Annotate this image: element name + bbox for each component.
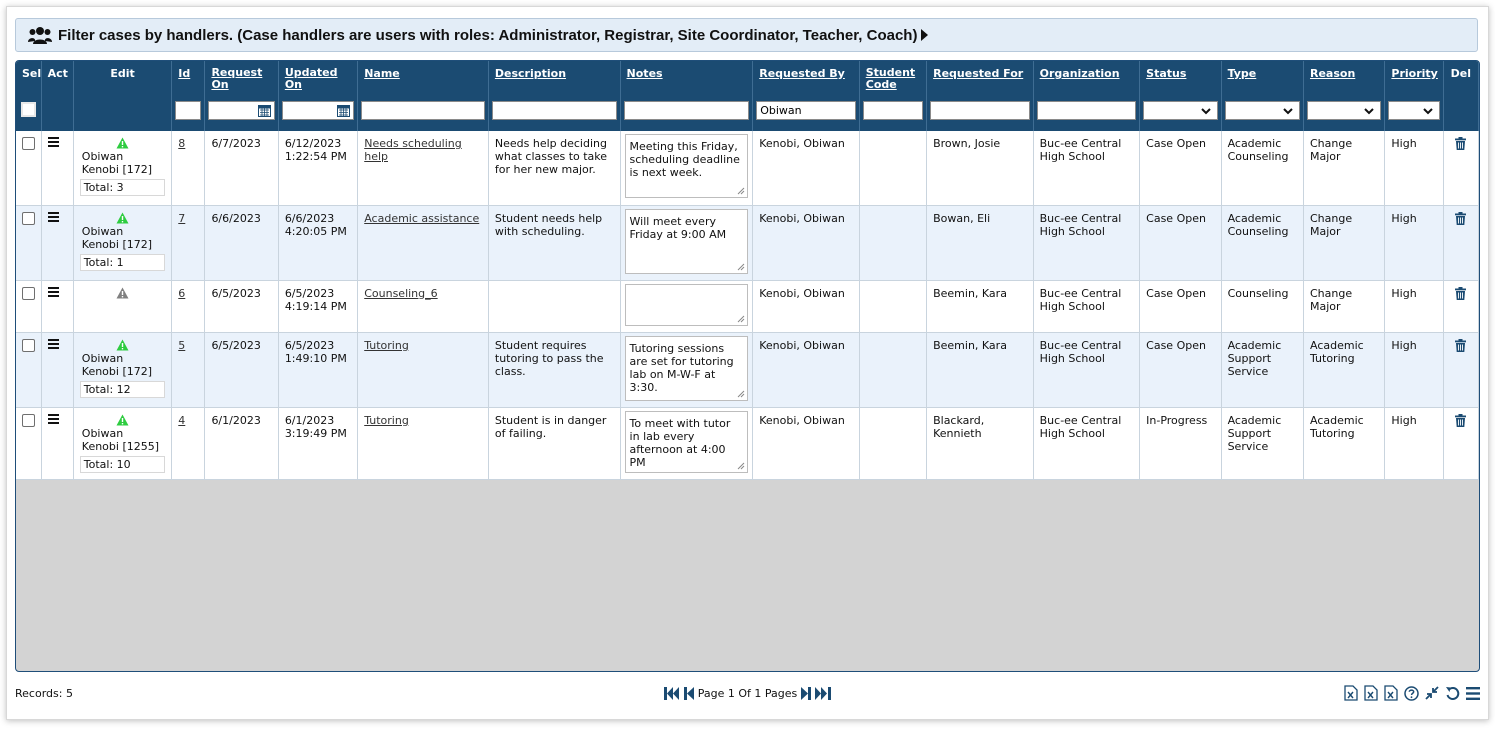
- notes-textarea[interactable]: To meet with tutor in lab every afternoon at 4:00 PM: [625, 411, 749, 473]
- filter-student-code-input[interactable]: [863, 101, 923, 120]
- calendar-icon[interactable]: [337, 104, 350, 117]
- priority-cell: High: [1385, 332, 1443, 407]
- organization-cell: Buc-ee Central High School: [1033, 205, 1140, 280]
- handler-name: Obiwan Kenobi [172]: [81, 150, 153, 176]
- chevron-down-icon: [1422, 105, 1434, 117]
- trash-icon[interactable]: [1455, 287, 1466, 300]
- col-student-code[interactable]: [859, 61, 926, 97]
- row-actions-menu-icon[interactable]: [48, 414, 59, 424]
- sort-organization[interactable]: Organization: [1039, 67, 1120, 80]
- sort-reason[interactable]: Reason: [1309, 67, 1356, 80]
- sort-request-on[interactable]: Request On: [211, 66, 263, 91]
- handler-name: Obiwan Kenobi [172]: [81, 224, 153, 251]
- status-cell: Case Open: [1140, 332, 1221, 407]
- cases-grid: [15, 60, 1480, 672]
- col-id[interactable]: [172, 61, 205, 97]
- requested-for-cell: Brown, Josie: [927, 131, 1034, 205]
- organization-cell: Buc-ee Central High School: [1033, 131, 1140, 205]
- type-cell: Counseling: [1221, 280, 1303, 332]
- case-name-link[interactable]: Tutoring: [364, 413, 409, 427]
- handler-total: Total: 10: [80, 456, 166, 473]
- notes-textarea[interactable]: Will meet every Friday at 9:00 AM: [625, 209, 749, 274]
- case-name-link[interactable]: Tutoring: [364, 338, 409, 352]
- updated-on-cell: 6/12/2023 1:22:54 PM: [278, 131, 357, 205]
- handler-filter-bar[interactable]: [15, 18, 1478, 52]
- filter-organization-input[interactable]: [1037, 101, 1137, 120]
- sort-id[interactable]: Id: [178, 67, 191, 80]
- request-on-cell: 6/1/2023: [205, 407, 278, 479]
- student-code-cell: [859, 407, 926, 479]
- row-select-checkbox[interactable]: [22, 137, 35, 150]
- header-row: [16, 61, 1479, 97]
- table-row: [16, 407, 1479, 479]
- first-page-icon[interactable]: [664, 687, 680, 700]
- status-cell: Case Open: [1140, 131, 1221, 205]
- type-cell: Academic Counseling: [1221, 131, 1303, 205]
- export-excel-icon[interactable]: [1344, 685, 1358, 701]
- page-indicator: Page 1 Of 1 Pages: [697, 686, 798, 700]
- expand-caret-icon[interactable]: [921, 29, 928, 41]
- student-code-cell: [859, 131, 926, 205]
- edit-cell: [73, 332, 172, 407]
- table-row: [16, 332, 1479, 407]
- col-priority[interactable]: [1385, 61, 1443, 97]
- table-row: [16, 280, 1479, 332]
- grid-tools: [1180, 685, 1480, 701]
- updated-on-cell: 6/1/2023 3:19:49 PM: [278, 407, 357, 479]
- col-status[interactable]: [1140, 61, 1221, 97]
- handler-total: Total: 3: [80, 179, 166, 196]
- edit-cell: [73, 205, 172, 280]
- resize-grip-icon[interactable]: [737, 390, 745, 398]
- sort-student-code[interactable]: Student Code: [865, 66, 916, 91]
- priority-cell: High: [1385, 131, 1443, 205]
- updated-on-cell: 6/6/2023 4:20:05 PM: [278, 205, 357, 280]
- reason-cell: Change Major: [1303, 131, 1384, 205]
- row-actions-menu-icon[interactable]: [48, 212, 59, 222]
- sort-notes[interactable]: Notes: [626, 67, 663, 80]
- description-cell: Student needs help with scheduling.: [488, 205, 620, 280]
- select-all-checkbox[interactable]: [21, 102, 36, 117]
- filter-id-input[interactable]: [175, 101, 201, 120]
- student-code-cell: [859, 205, 926, 280]
- case-id-link[interactable]: 6: [178, 286, 186, 300]
- case-id-link[interactable]: 7: [178, 211, 186, 225]
- updated-on-cell: 6/5/2023 4:19:14 PM: [278, 280, 357, 332]
- type-cell: Academic Support Service: [1221, 407, 1303, 479]
- notes-textarea[interactable]: Tutoring sessions are set for tutoring lab on M-W-F at 3:30.: [625, 336, 749, 401]
- next-page-icon[interactable]: [801, 687, 811, 700]
- table-row: [16, 205, 1479, 280]
- row-select-checkbox[interactable]: [22, 212, 35, 225]
- notes-textarea[interactable]: [625, 284, 749, 326]
- case-id-link[interactable]: 5: [178, 338, 186, 352]
- help-icon[interactable]: [1404, 686, 1419, 701]
- col-act: Act: [41, 61, 73, 97]
- sort-name[interactable]: Name: [364, 67, 400, 80]
- case-name-link[interactable]: Counseling_6: [364, 286, 438, 300]
- student-code-cell: [859, 332, 926, 407]
- reason-cell: Academic Tutoring: [1303, 407, 1384, 479]
- requested-by-cell: Kenobi, Obiwan: [753, 131, 860, 205]
- type-cell: Academic Counseling: [1221, 205, 1303, 280]
- warning-icon[interactable]: [116, 287, 129, 299]
- requested-by-cell: Kenobi, Obiwan: [753, 332, 860, 407]
- trash-icon[interactable]: [1455, 137, 1466, 150]
- warning-icon[interactable]: [116, 137, 129, 149]
- student-code-cell: [859, 280, 926, 332]
- sort-status[interactable]: Status: [1146, 67, 1187, 80]
- trash-icon[interactable]: [1455, 414, 1466, 427]
- filter-type-select[interactable]: [1225, 101, 1300, 120]
- type-cell: Academic Support Service: [1221, 332, 1303, 407]
- warning-icon[interactable]: [116, 212, 129, 224]
- sort-requested-by[interactable]: Requested By: [759, 67, 845, 80]
- filter-requested-by-input[interactable]: [756, 101, 856, 120]
- sort-updated-on[interactable]: Updated On: [284, 66, 338, 91]
- status-cell: In-Progress: [1140, 407, 1221, 479]
- case-id-link[interactable]: 4: [178, 413, 186, 427]
- edit-cell: [73, 131, 172, 205]
- reset-icon[interactable]: [1445, 686, 1460, 701]
- requested-by-cell: Kenobi, Obiwan: [753, 407, 860, 479]
- description-cell: Student is in danger of failing.: [488, 407, 620, 479]
- requested-for-cell: Bowan, Eli: [927, 205, 1034, 280]
- description-cell: [488, 280, 620, 332]
- resize-grip-icon[interactable]: [737, 187, 745, 195]
- users-icon: [28, 25, 52, 45]
- col-sel: Sel: [16, 61, 41, 97]
- chevron-down-icon: [1363, 105, 1375, 117]
- resize-grip-icon[interactable]: [737, 315, 745, 323]
- cases-table: [16, 61, 1479, 480]
- edit-cell: [73, 280, 172, 332]
- row-actions-menu-icon[interactable]: [48, 137, 59, 147]
- pager: [315, 687, 1180, 700]
- requested-for-cell: Blackard, Kennieth: [927, 407, 1034, 479]
- row-select-checkbox[interactable]: [22, 414, 35, 427]
- filter-requested-for-input[interactable]: [930, 101, 1030, 120]
- handler-total: Total: 1: [80, 254, 166, 271]
- col-edit: Edit: [73, 61, 172, 97]
- menu-icon[interactable]: [1466, 687, 1480, 700]
- row-actions-menu-icon[interactable]: [48, 287, 59, 297]
- status-cell: Case Open: [1140, 280, 1221, 332]
- priority-cell: High: [1385, 407, 1443, 479]
- col-requested-for[interactable]: [927, 61, 1034, 97]
- case-name-link[interactable]: Needs scheduling help: [364, 137, 462, 163]
- request-on-cell: 6/5/2023: [205, 332, 278, 407]
- filter-notes-input[interactable]: [624, 101, 750, 120]
- col-notes[interactable]: [620, 61, 753, 97]
- handler-name: Obiwan Kenobi [172]: [81, 351, 153, 378]
- priority-cell: High: [1385, 205, 1443, 280]
- col-request-on[interactable]: [205, 61, 278, 97]
- warning-icon[interactable]: [116, 414, 129, 426]
- description-cell: Student requires tutoring to pass the class.: [488, 332, 620, 407]
- handler-total: Total: 12: [80, 381, 166, 398]
- notes-textarea[interactable]: Meeting this Friday, scheduling deadline is next week.: [625, 134, 749, 198]
- case-id-link[interactable]: 8: [178, 137, 186, 150]
- col-name[interactable]: [358, 61, 489, 97]
- records-count: Records: 5: [15, 686, 73, 700]
- organization-cell: Buc-ee Central High School: [1033, 332, 1140, 407]
- sort-type[interactable]: Type: [1227, 67, 1257, 80]
- row-select-checkbox[interactable]: [22, 339, 35, 352]
- reason-cell: Change Major: [1303, 205, 1384, 280]
- col-type[interactable]: [1221, 61, 1303, 97]
- col-description[interactable]: [488, 61, 620, 97]
- col-reason[interactable]: [1303, 61, 1384, 97]
- edit-cell: [73, 407, 172, 479]
- organization-cell: Buc-ee Central High School: [1033, 407, 1140, 479]
- export-excel-all-icon[interactable]: [1364, 685, 1378, 701]
- organization-cell: Buc-ee Central High School: [1033, 280, 1140, 332]
- grid-footer: [15, 677, 1480, 709]
- reason-cell: Change Major: [1303, 280, 1384, 332]
- filter-row: [16, 97, 1479, 131]
- status-cell: Case Open: [1140, 205, 1221, 280]
- filter-name-input[interactable]: [361, 101, 485, 120]
- warning-icon[interactable]: [116, 339, 129, 351]
- description-cell: Needs help deciding what classes to take for her new major.: [488, 131, 620, 205]
- table-row: [16, 131, 1479, 205]
- sort-priority[interactable]: Priority: [1391, 67, 1438, 80]
- resize-grip-icon[interactable]: [737, 263, 745, 271]
- last-page-icon[interactable]: [815, 687, 831, 700]
- trash-icon[interactable]: [1455, 212, 1466, 225]
- chevron-down-icon: [1282, 105, 1294, 117]
- row-select-checkbox[interactable]: [22, 287, 35, 300]
- request-on-cell: 6/6/2023: [205, 205, 278, 280]
- row-actions-menu-icon[interactable]: [48, 339, 59, 349]
- sort-description[interactable]: Description: [494, 67, 567, 80]
- col-updated-on[interactable]: [278, 61, 357, 97]
- handler-name: Obiwan Kenobi [1255]: [81, 426, 160, 453]
- reason-cell: Academic Tutoring: [1303, 332, 1384, 407]
- filter-description-input[interactable]: [492, 101, 617, 120]
- filter-priority-select[interactable]: [1388, 101, 1439, 120]
- requested-by-cell: Kenobi, Obiwan: [753, 280, 860, 332]
- request-on-cell: 6/5/2023: [205, 280, 278, 332]
- priority-cell: High: [1385, 280, 1443, 332]
- requested-for-cell: Beemin, Kara: [927, 332, 1034, 407]
- request-on-cell: 6/7/2023: [205, 131, 278, 205]
- export-excel-selected-icon[interactable]: [1384, 685, 1398, 701]
- col-organization[interactable]: [1033, 61, 1140, 97]
- chevron-down-icon: [1200, 105, 1212, 117]
- updated-on-cell: 6/5/2023 1:49:10 PM: [278, 332, 357, 407]
- sort-requested-for[interactable]: Requested For: [933, 67, 1024, 80]
- calendar-icon[interactable]: [258, 104, 271, 117]
- case-name-link[interactable]: Academic assistance: [364, 211, 480, 225]
- resize-grip-icon[interactable]: [737, 462, 745, 470]
- col-requested-by[interactable]: [753, 61, 860, 97]
- previous-page-icon[interactable]: [684, 687, 694, 700]
- grid-body: [16, 131, 1479, 479]
- trash-icon[interactable]: [1455, 339, 1466, 352]
- filter-reason-select[interactable]: [1307, 101, 1381, 120]
- filter-status-select[interactable]: [1143, 101, 1217, 120]
- requested-by-cell: Kenobi, Obiwan: [753, 205, 860, 280]
- col-del: Del: [1443, 61, 1478, 97]
- app-window: [6, 6, 1489, 720]
- requested-for-cell: Beemin, Kara: [927, 280, 1034, 332]
- collapse-icon[interactable]: [1425, 686, 1439, 700]
- filter-bar-text: Filter cases by handlers. (Case handlers are users with roles: Administrator, Registrar, Site Coordinator, Teacher, Coach): [58, 26, 918, 44]
